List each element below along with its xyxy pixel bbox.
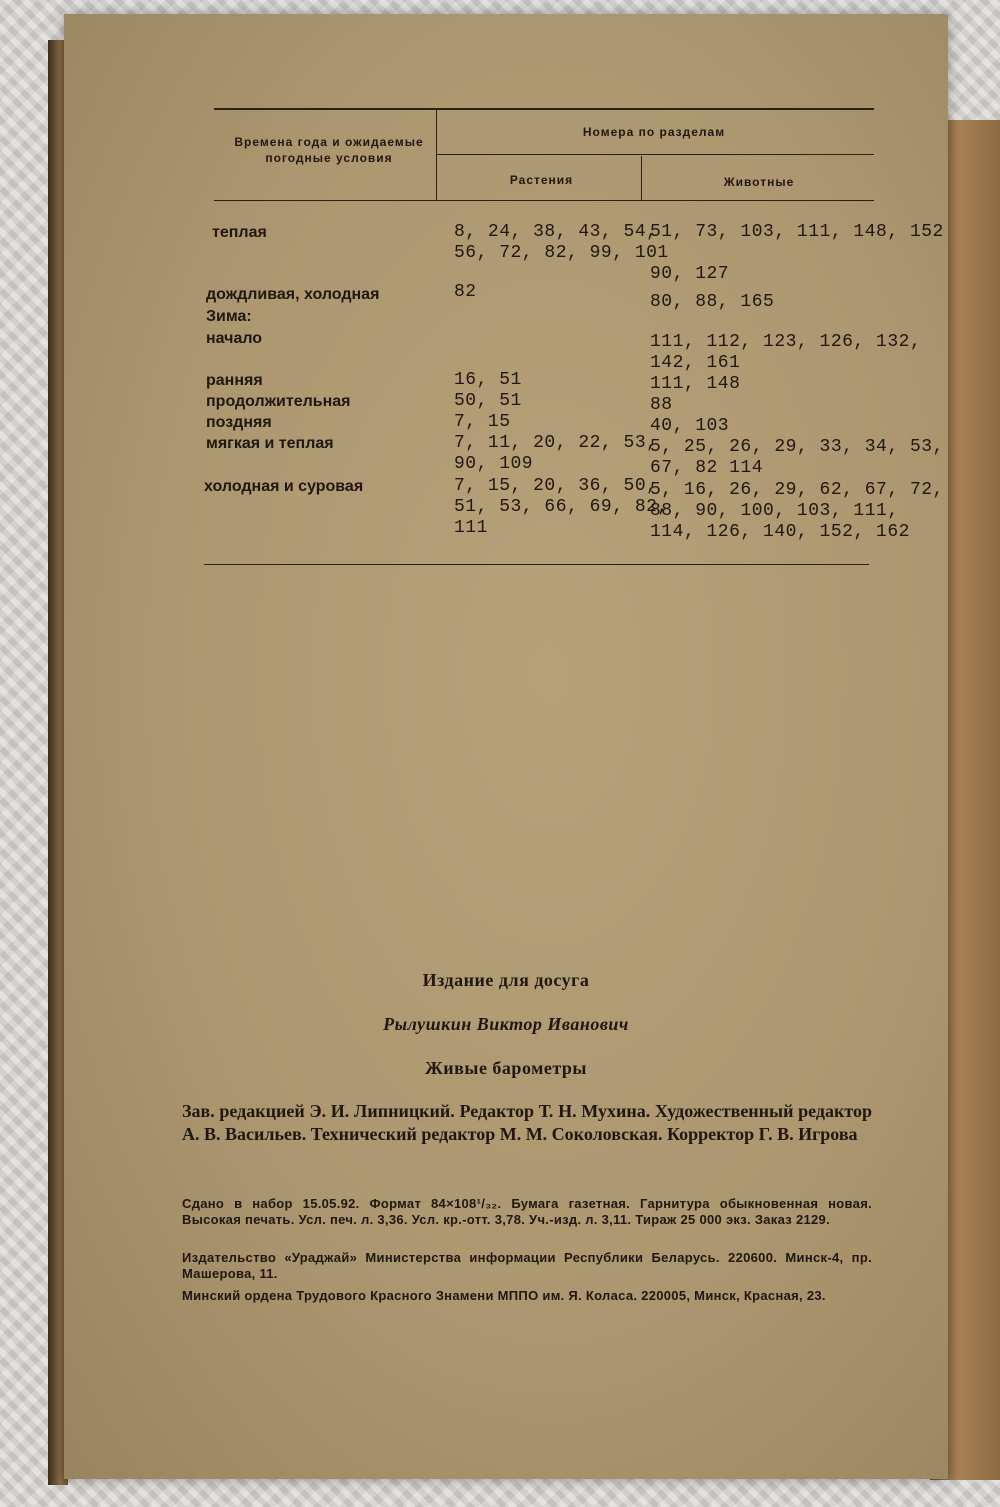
row-label: дождливая, холодная bbox=[206, 286, 380, 303]
table-group-rule bbox=[436, 154, 874, 155]
row-animals: 80, 88, 165 bbox=[650, 292, 775, 312]
row-label: мягкая и теплая bbox=[206, 435, 334, 452]
book-page bbox=[64, 14, 948, 1479]
row-plants: 50, 51 bbox=[454, 391, 522, 411]
row-label: ранняя bbox=[206, 372, 263, 389]
table-subcol-divider bbox=[641, 156, 642, 200]
author-name: Рылушкин Виктор Иванович bbox=[383, 1014, 629, 1034]
table-col-divider bbox=[436, 110, 437, 200]
row-plants: 16, 51 bbox=[454, 370, 522, 390]
row-animals: 111, 112, 123, 126, 132, 142, 161 bbox=[650, 332, 922, 373]
editorial-staff: Зав. редакцией Э. И. Липницкий. Редактор Т. Н. Мухина. Художественный редактор А. В. Васильев. Технический редактор М. М. Соколовская. Корректор Г. В. Игрова bbox=[182, 1101, 872, 1144]
row-label: холодная и суровая bbox=[204, 478, 364, 495]
table-top-rule bbox=[214, 108, 874, 110]
row-animals: 5, 25, 26, 29, 33, 34, 53, 67, 82 114 bbox=[650, 437, 944, 478]
row-label: продолжительная bbox=[206, 393, 351, 410]
row-plants: 7, 15 bbox=[454, 412, 511, 432]
publisher-info: Издательство «Ураджай» Министерства информации Республики Беларусь. 220600. Минск-4, пр. Машерова, 11. bbox=[182, 1250, 872, 1281]
row-plants: 8, 24, 38, 43, 54, 56, 72, 82, 99, 101 bbox=[454, 222, 669, 263]
printer-info: Минский ордена Трудового Красного Знамени МППО им. Я. Коласа. 220005, Минск, Красная, 23. bbox=[182, 1288, 826, 1303]
table-bottom-rule bbox=[204, 564, 869, 565]
table-header-bottom-rule bbox=[214, 200, 874, 201]
header-plants: Растения bbox=[509, 173, 574, 187]
row-plants: 82 bbox=[454, 282, 477, 302]
row-animals: 88 bbox=[650, 395, 673, 415]
book-title: Живые барометры bbox=[425, 1058, 587, 1078]
row-plants: 7, 11, 20, 22, 53, 90, 109 bbox=[454, 433, 658, 474]
row-animals: 111, 148 bbox=[650, 374, 741, 394]
edition-type: Издание для досуга bbox=[422, 970, 590, 990]
header-numbers-group: Номера по разделам bbox=[582, 125, 726, 139]
row-label: начало bbox=[206, 330, 263, 347]
row-label-winter: Зима: bbox=[206, 308, 252, 325]
row-animals: 51, 73, 103, 111, 148, 152 90, 127 bbox=[650, 222, 944, 284]
header-seasons: Времена года и ожидаемые погодные условия bbox=[234, 135, 424, 165]
row-animals: 5, 16, 26, 29, 62, 67, 72, 88, 90, 100, 103, 111, 114, 126, 140, 152, 162 bbox=[650, 480, 944, 542]
row-plants: 7, 15, 20, 36, 50, 51, 53, 66, 69, 82, 111 bbox=[454, 476, 669, 538]
row-label: поздняя bbox=[206, 414, 272, 431]
row-label: теплая bbox=[212, 224, 267, 241]
header-animals: Животные bbox=[723, 175, 795, 189]
print-details: Сдано в набор 15.05.92. Формат 84×108¹/₃₂. Бумага газетная. Гарнитура обыкновенная новая. Высокая печать. Усл. печ. л. 3,36. Усл. кр.-отт. 3,78. Уч.-изд. л. 3,11. Тираж 25 000 экз. Заказ 2129. bbox=[182, 1196, 872, 1227]
row-animals: 40, 103 bbox=[650, 416, 730, 436]
